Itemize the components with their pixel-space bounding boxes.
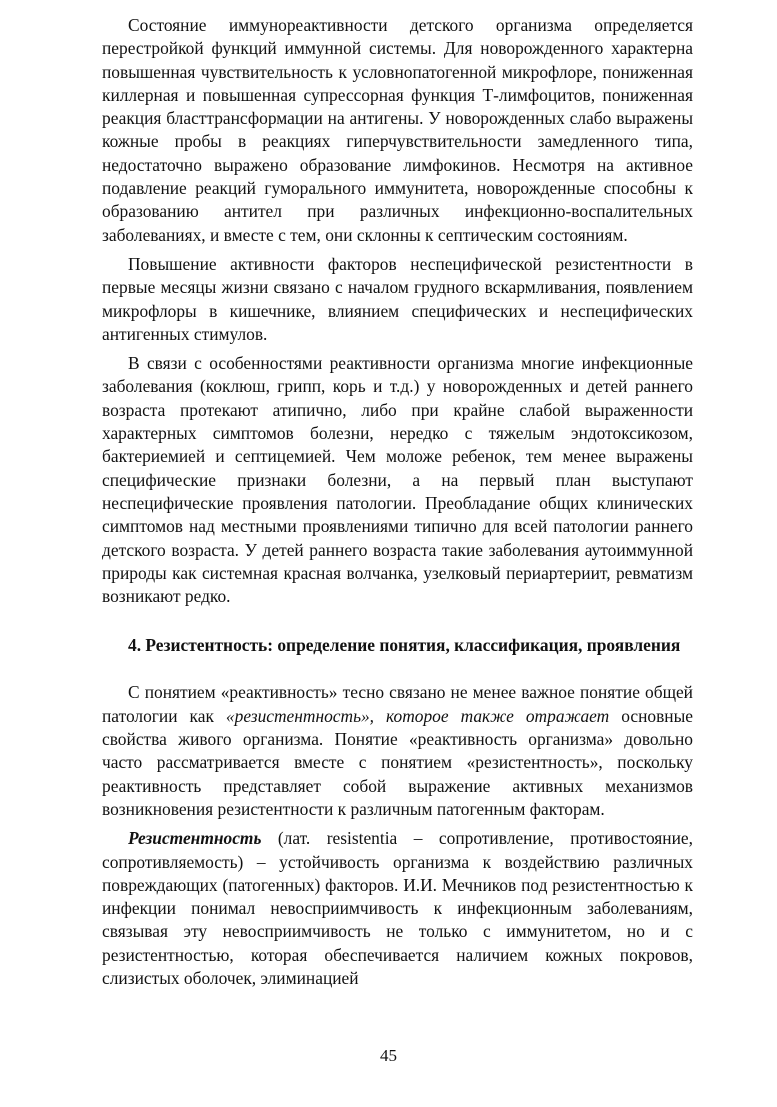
paragraph-nonspecific-resistance: Повышение активности факторов неспецифической резистентности в первые месяцы жизни связано с началом грудного вскармливания, появлением микрофлоры в кишечнике, влиянием специфических и неспецифических антигенных стимулов. <box>102 253 693 344</box>
paragraph-reactivity-resistance <box>102 681 693 821</box>
p4-part1: С понятием «реактивность» тесно связано не менее важное понятие общей патологии как <box>102 682 693 726</box>
paragraph-immunoreactivity: Состояние иммунореактивности детского организма определяется перестройкой функций иммунной системы. Для новорожденного характерна повышенная чувствительность к условнопатогенной микрофлоре, пониженная киллерная и повышенная супрессорная функция Т-лимфоцитов, пониженная реакция бласттрансформации на антигены. У новорожденных слабо выражены кожные пробы в реакциях гиперчувствительности замедленного типа, недостаточно выражено образование лимфокинов. Несмотря на активное подавление реакций гуморального иммунитета, новорожденные способны к образованию антител при различных инфекционно-воспалительных заболеваниях, и вместе с тем, они склонны к септическим состояниям. <box>102 15 693 245</box>
term-resistance: Резистентность <box>128 828 262 849</box>
p4-part2: основные свойства живого организма. Понятие «реактивность организма» довольно часто рассматривается вместе с понятием «резистентность», поскольку реактивность представляет собой выражение активных механизмов возникновения резистентности к различным патогенным факторам. <box>102 705 693 819</box>
p5-rest: (лат. resistentia – сопротивление, противостояние, сопротивляемость) – устойчивость организма к воздействию различных повреждающих (патогенных) факторов. И.И. Мечников под резистентностью к инфекции понимал невосприимчивость к инфекционным заболеваниям, связывая эту невосприимчивость не только с иммунитетом, но и с резистентностью, которая обеспечивается наличием кожных покровов, слизистых оболочек, элиминацией <box>102 828 693 988</box>
paragraph-infection-features: В связи с особенностями реактивности организма многие инфекционные заболевания (коклюш, грипп, корь и т.д.) у новорожденных и детей раннего возраста протекают атипично, либо при крайне слабой выраженности характерных симптомов болезни, нередко с тяжелым эндотоксикозом, бактериемией и септицемией. Чем моложе ребенок, тем менее выражены специфические признаки болезни, а на первый план выступают неспецифические проявления патологии. Преобладание общих клинических симптомов над местными проявлениями типично для всей патологии раннего детского возраста. У детей раннего возраста такие заболевания аутоиммунной природы как системная красная волчанка, узелковый периартериит, ревматизм возникают редко. <box>102 353 693 607</box>
page-number: 45 <box>380 1046 397 1065</box>
section-heading: 4. Резистентность: определение понятия, классификация, проявления <box>128 635 681 656</box>
p4-emphasis: «резистентность», которое также отражает <box>225 705 610 726</box>
paragraph-resistance-definition <box>102 827 693 990</box>
